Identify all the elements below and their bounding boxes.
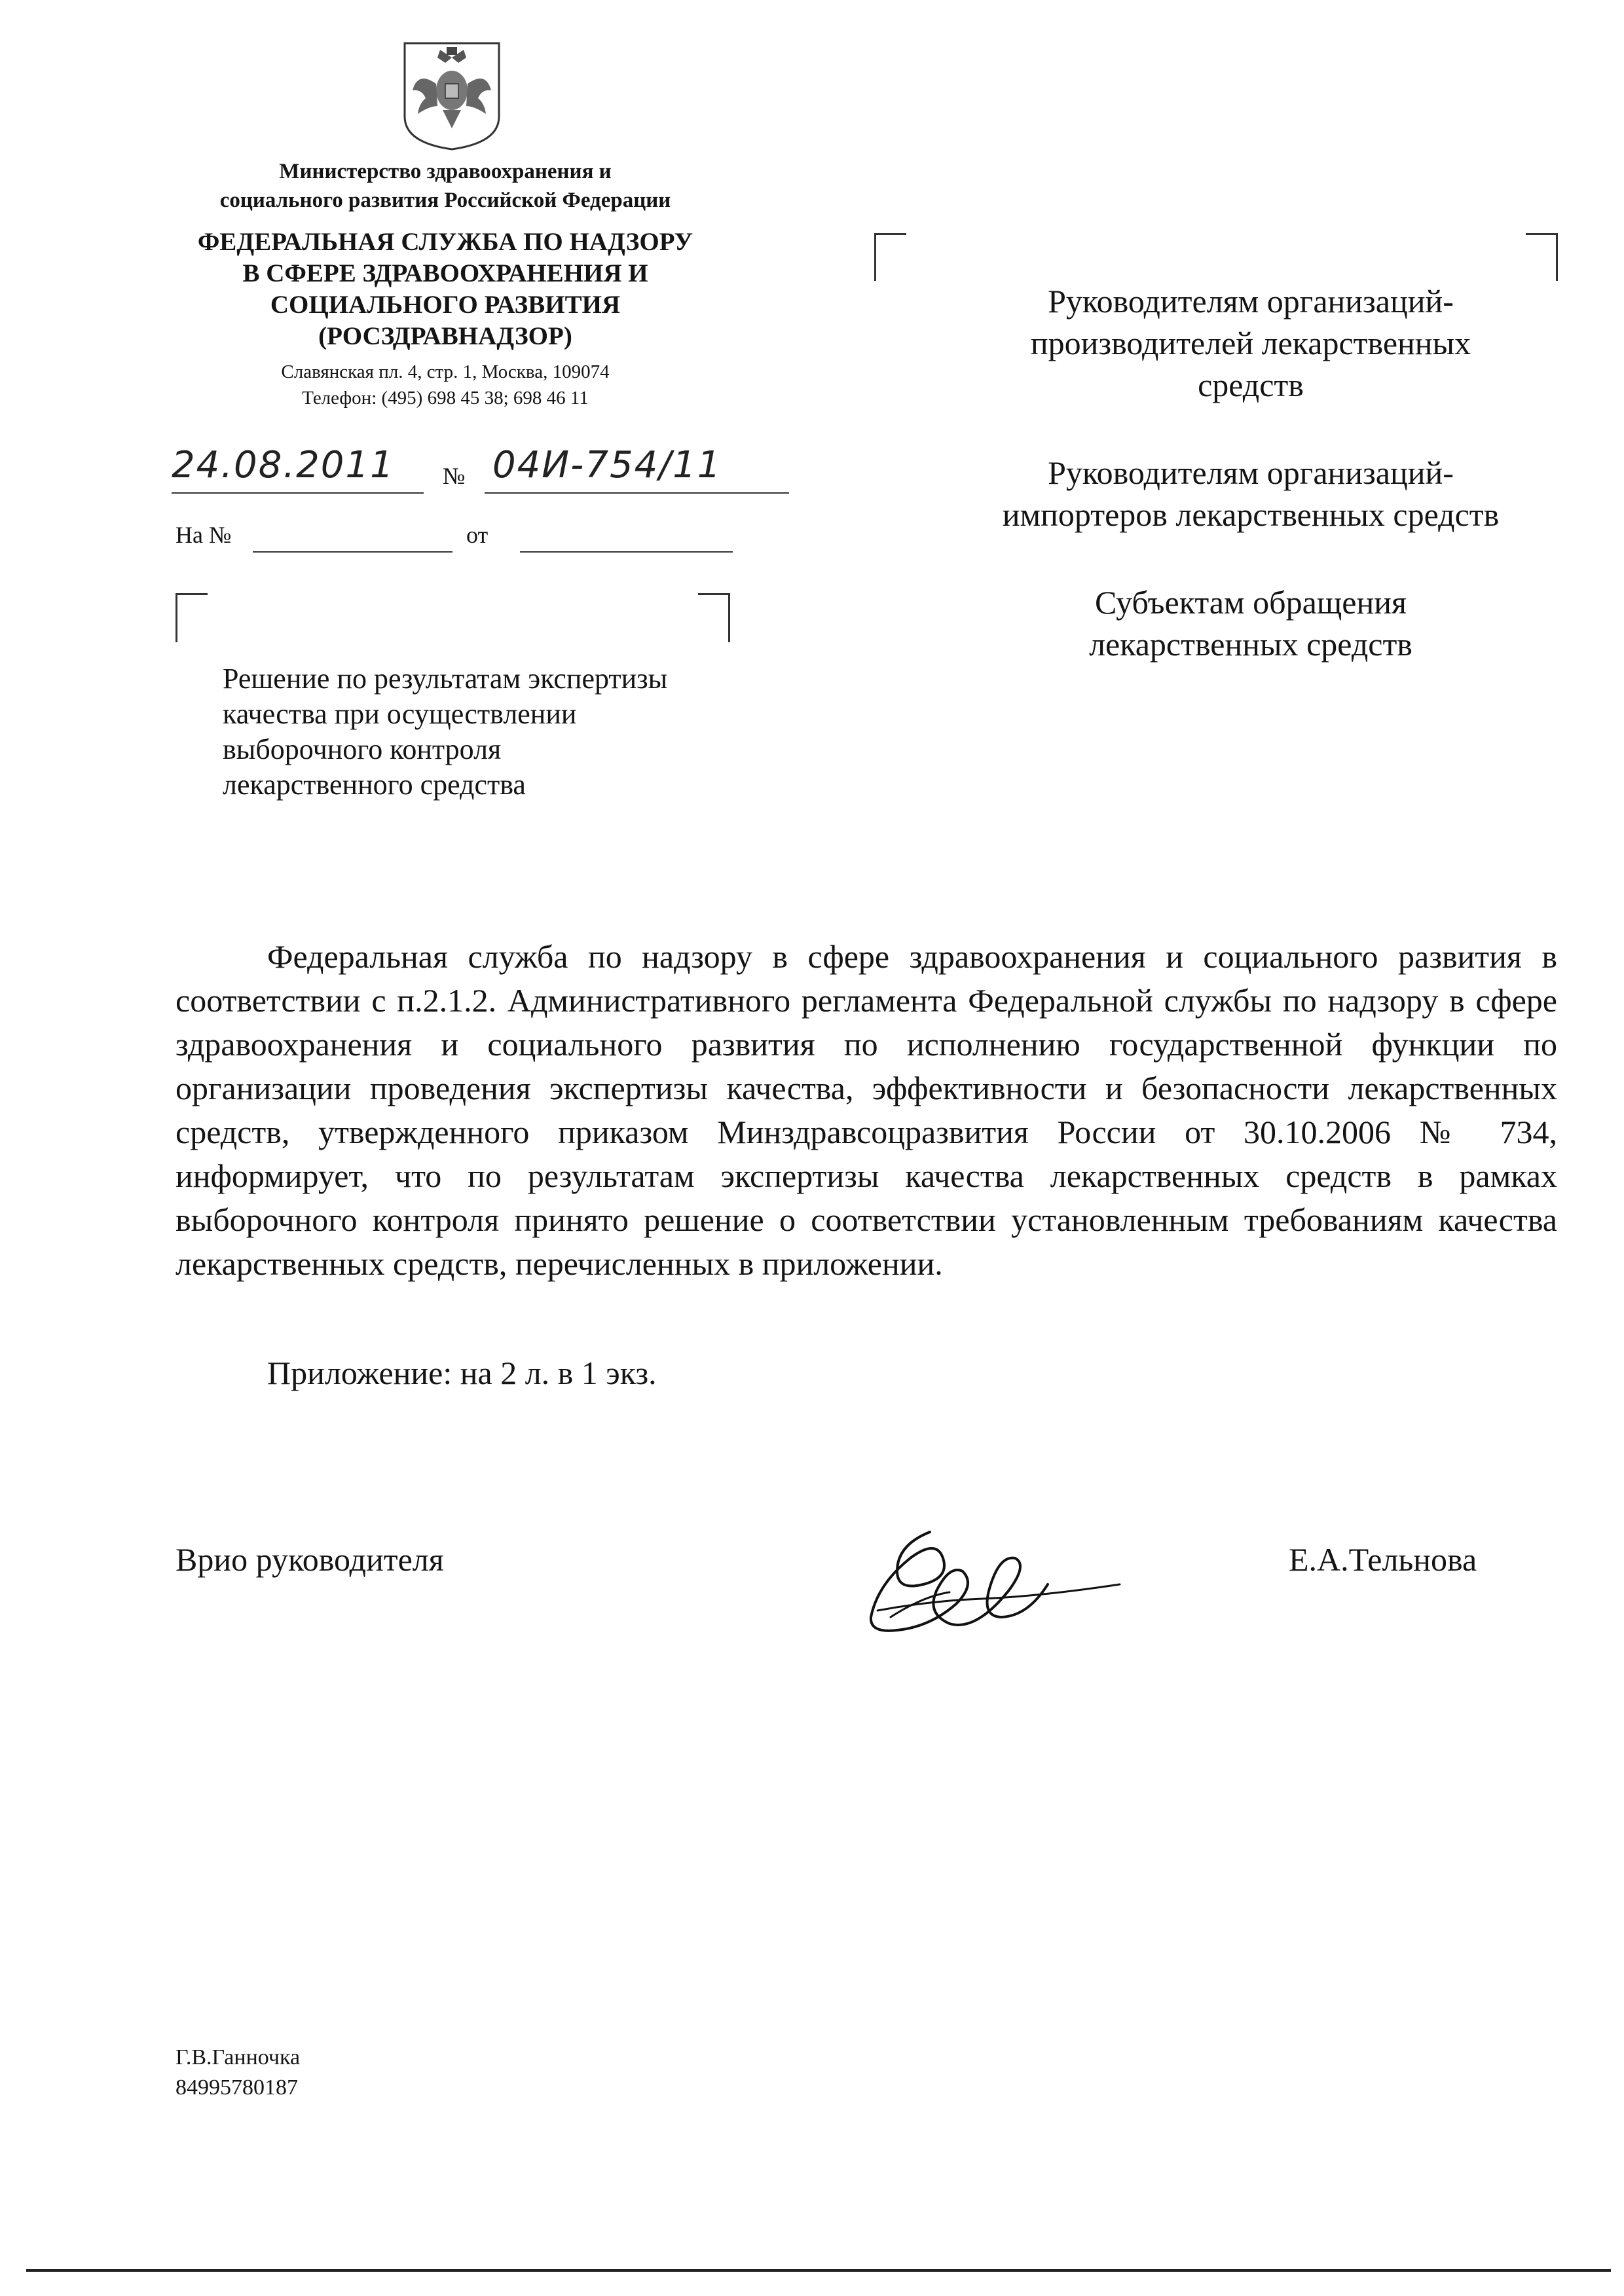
reply-date-underline — [520, 551, 733, 553]
recipient-corner-left — [874, 233, 906, 281]
subject-line: Решение по результатам экспертизы — [223, 663, 668, 695]
recipient-line: импортеров лекарственных средств — [1002, 496, 1500, 533]
recipient-block — [904, 581, 1598, 665]
ministry-name-line1: Министерство здравоохранения и — [279, 160, 612, 183]
recipient-line: производителей лекарственных — [1030, 325, 1471, 361]
outgoing-date: 24.08.2011 — [172, 444, 395, 486]
recipient-line: лекарственных средств — [1089, 626, 1412, 663]
coat-of-arms-icon — [399, 38, 504, 153]
service-name-line3: СОЦИАЛЬНОГО РАЗВИТИЯ — [270, 291, 621, 319]
subject-line: качества при осуществлении — [223, 698, 577, 730]
number-label: № — [443, 463, 466, 489]
office-address: Славянская пл. 4, стр. 1, Москва, 109074 — [281, 361, 610, 382]
executor-phone: 84995780187 — [175, 2075, 298, 2100]
recipient-block — [904, 452, 1598, 536]
service-name-line2: В СФЕРЕ ЗДРАВООХРАНЕНИЯ И — [242, 259, 648, 287]
attachment-note: Приложение: на 2 л. в 1 экз. — [267, 1355, 657, 1391]
reply-number-label: На № — [175, 522, 232, 548]
page-bottom-rule — [26, 2269, 1611, 2272]
recipient-line: Субъектам обращения — [1095, 584, 1407, 621]
recipient-line: средств — [1198, 367, 1304, 403]
recipient-line: Руководителям организаций- — [1048, 454, 1454, 491]
subject-line: лекарственного средства — [223, 769, 526, 801]
service-name-line4: (РОСЗДРАВНАДЗОР) — [318, 322, 572, 350]
recipient-line: Руководителям организаций- — [1048, 283, 1454, 319]
letter-subject — [223, 661, 812, 803]
signer-role: Врио руководителя — [175, 1541, 444, 1578]
reply-number-underline — [253, 551, 452, 553]
recipient-corner-right — [1526, 233, 1558, 281]
outgoing-number: 04И-754/11 — [492, 444, 722, 486]
recipient-block — [904, 280, 1598, 406]
handwritten-signature — [851, 1519, 1126, 1650]
subject-corner-right — [698, 593, 730, 642]
office-phone: Телефон: (495) 698 45 38; 698 46 11 — [302, 388, 589, 409]
executor-info — [175, 2043, 300, 2103]
ministry-name-line2: социального развития Российской Федерации — [219, 189, 671, 212]
signer-name: Е.А.Тельнова — [1289, 1541, 1477, 1578]
subject-corner-left — [175, 593, 208, 642]
reply-from-label: от — [466, 522, 489, 548]
executor-name: Г.В.Ганночка — [175, 2045, 301, 2069]
subject-line: выборочного контроля — [223, 733, 502, 765]
service-name-line1: ФЕДЕРАЛЬНАЯ СЛУЖБА ПО НАДЗОРУ — [197, 228, 693, 256]
number-underline — [485, 492, 789, 494]
letter-body-paragraph: Федеральная служба по надзору в сфере здравоохранения и социального развития в соответствии с п.2.1.2. Административного регламента Федеральной службы по надзору в сфере здравоохранения и социального развития по исполнению государственной функции по организации проведения экспертизы качества, эффективности и безопасности лекарственных средств, утвержденного приказом Минздравсоцразвития России от 30.10.2006 № 734, информирует, что по результатам экспертизы качества лекарственных средств в рамках выборочного контроля принято решение о соответствии установленным требованиям качества лекарственных средств, перечисленных в приложении. — [175, 938, 1557, 1282]
date-underline — [172, 492, 424, 494]
